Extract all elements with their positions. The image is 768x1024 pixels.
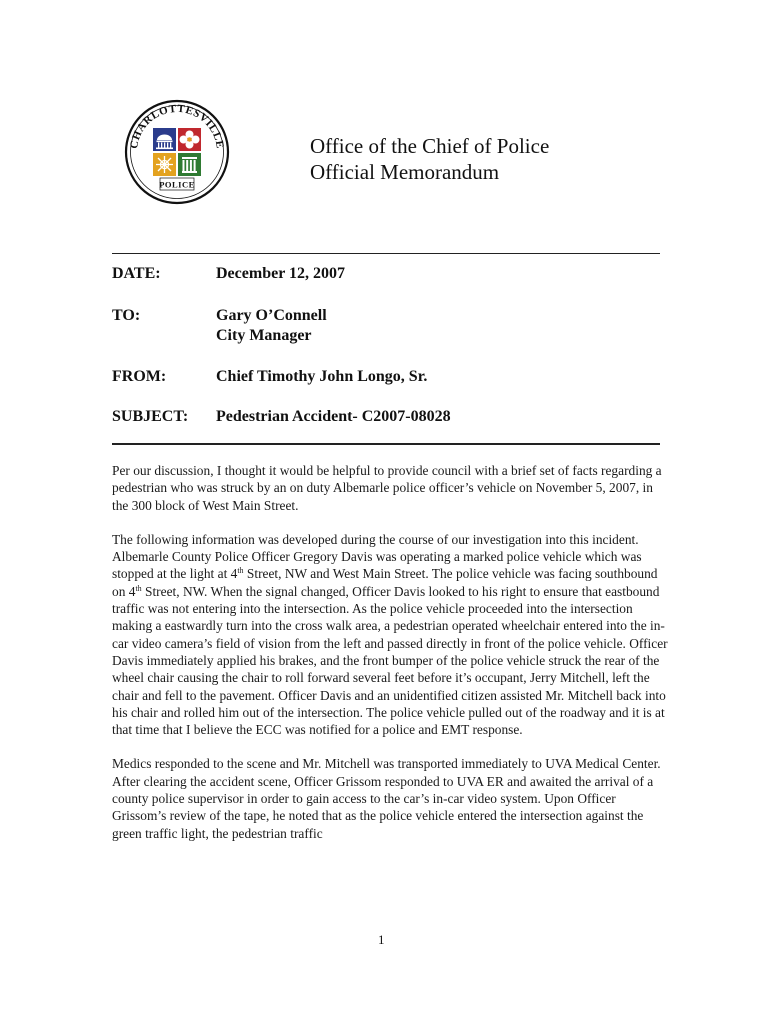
rotunda-icon bbox=[156, 135, 173, 150]
paragraph-2: The following information was developed during the course of our investigation into this incident. Albemarle County Police Officer Gregory Davis was operating a marked police vehicle which was stopped at the light at 4th Street, NW and West Main Street. The police vehicle was facing southbound on 4th Street, NW. When the signal changed, Officer Davis looked to his right to ensure that eastbound traffic was not entering into the intersection. As the police vehicle proceeded into the intersection making a eastwardly turn into the cross walk area, a pedestrian operated wheelchair entered into the in-car video camera’s field of vision from the left and passed directly in front of the police vehicle. Officer Davis immediately applied his brakes, and the front bumper of the police vehicle struck the rear of the wheel chair causing the chair to roll forward several feet before it’s occupant, Jerry Mitchell, left the chair and fell to the pavement. Officer Davis and an unidentified citizen assisted Mr. Mitchell back into his chair and rolled him out of the intersection. The police vehicle pulled out of the roadway and it is at that time that I believe the ECC was notified for a police and EMT response. bbox=[112, 531, 668, 738]
charlottesville-police-seal bbox=[124, 99, 230, 205]
from-label: FROM: bbox=[112, 368, 167, 385]
from-value: Chief Timothy John Longo, Sr. bbox=[216, 368, 428, 385]
subject-label: SUBJECT: bbox=[112, 408, 189, 425]
date-label: DATE: bbox=[112, 265, 161, 282]
to-label: TO: bbox=[112, 307, 141, 324]
seal-ring-text-top: CHARLOTTESVILLE bbox=[128, 102, 226, 150]
memo-type-title: Official Memorandum bbox=[310, 160, 500, 184]
page-number: 1 bbox=[378, 932, 385, 947]
subject-value: Pedestrian Accident- C2007-08028 bbox=[216, 408, 451, 425]
sun-icon bbox=[156, 156, 173, 173]
paragraph-3: Medics responded to the scene and Mr. Mitchell was transported immediately to UVA Medical Center. After clearing the accident scene, Officer Grissom responded to UVA ER and awaited the arrival of a county police supervisor in order to gain access to the car’s in-car video system. Upon Officer Grissom’s review of the tape, he noted that as the police vehicle entered the intersection against the green traffic light, the pedestrian traffic bbox=[112, 756, 661, 841]
memo-header bbox=[310, 133, 549, 185]
date-value: December 12, 2007 bbox=[216, 265, 345, 282]
seal-ring-text-bottom: POLICE bbox=[159, 179, 195, 190]
header-divider bbox=[112, 253, 660, 254]
paragraph-1: Per our discussion, I thought it would be helpful to provide council with a brief set of facts regarding a pedestrian who was struck by an on duty Albemarle police officer’s vehicle on November 5, 2007, in the 300 block of West Main Street. bbox=[112, 463, 662, 513]
memo-body bbox=[112, 462, 672, 859]
to-title: City Manager bbox=[216, 327, 312, 344]
fields-divider bbox=[112, 443, 660, 445]
to-name: Gary O’Connell bbox=[216, 307, 327, 324]
office-title: Office of the Chief of Police bbox=[310, 134, 550, 158]
